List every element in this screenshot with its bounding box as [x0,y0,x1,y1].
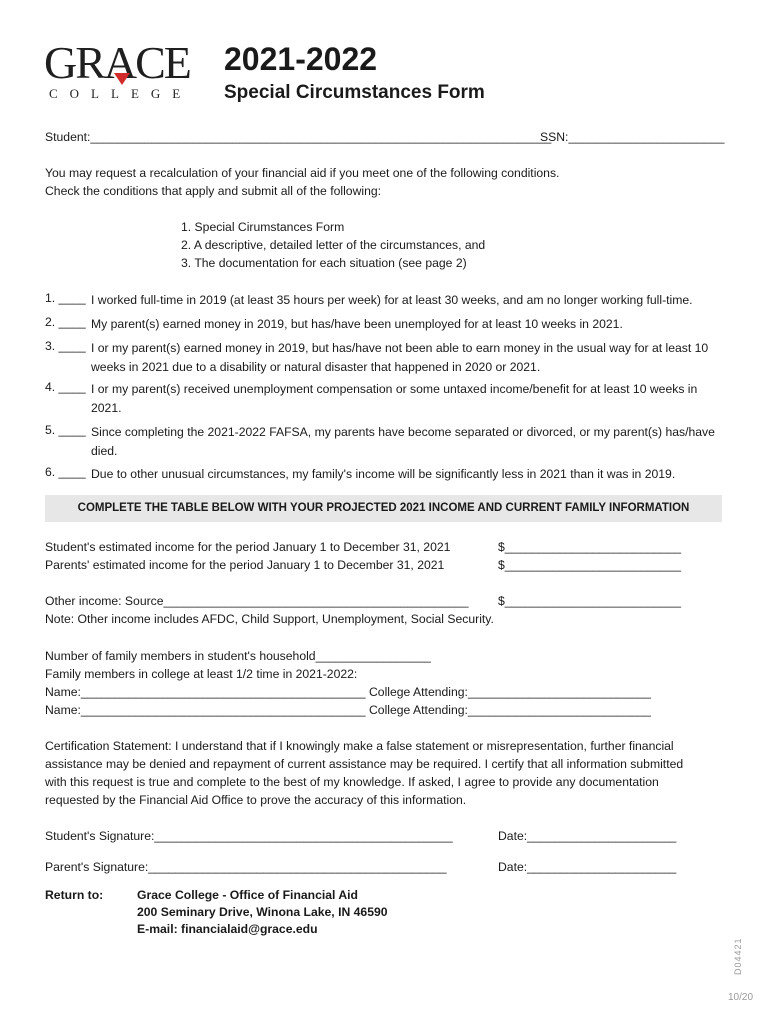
submit-item-2: 2. A descriptive, detailed letter of the circumstances, and [181,238,486,252]
form-code: D04421 [733,937,743,975]
return-email[interactable]: E-mail: financialaid@grace.edu [137,922,318,936]
condition-4-checkbox[interactable]: 4. ____ [45,380,86,394]
condition-4-text: I or my parent(s) received unemployment compensation or some untaxed income/benefit for at least 10 weeks in 2021. [91,382,698,415]
parent-signature-field[interactable]: Parent's Signature:____________________________________________ [45,860,447,874]
student-field[interactable]: Student:____________________________________________________________________ [45,130,552,144]
student-signature-field[interactable]: Student's Signature:____________________________________________ [45,829,453,843]
intro-line-2: Check the conditions that apply and submit all of the following: [45,184,382,198]
other-income-note: Note: Other income includes AFDC, Child Support, Unemployment, Social Security. [45,612,494,626]
condition-5-checkbox[interactable]: 5. ____ [45,423,86,437]
condition-1-checkbox[interactable]: 1. ____ [45,291,86,305]
certification-line-4: requested by the Financial Aid Office to prove the accuracy of this information. [45,793,467,807]
condition-3-checkbox[interactable]: 3. ____ [45,339,86,353]
student-income-field[interactable]: $__________________________ [498,540,682,554]
college-attending-field-1[interactable]: College Attending:___________________________ [369,685,651,699]
other-income-amount-field[interactable]: $__________________________ [498,594,682,608]
condition-1-text: I worked full-time in 2019 (at least 35 hours per week) for at least 30 weeks, and am no longer working full-time. [91,293,693,307]
household-members-field[interactable]: Number of family members in student's household_________________ [45,649,431,663]
certification-line-2: assistance may be denied and repayment of current assistance may be required. I certify that all information submitted [45,757,684,771]
submit-item-1: 1. Special Cirumstances Form [181,220,345,234]
parent-date-field[interactable]: Date:______________________ [498,860,677,874]
family-name-field-2[interactable]: Name:__________________________________________ [45,703,366,717]
return-to-label: Return to: [45,888,104,902]
parents-income-field[interactable]: $__________________________ [498,558,682,572]
family-in-college-heading: Family members in college at least 1/2 time in 2021-2022: [45,667,358,681]
revision-date: 10/20 [728,992,754,1003]
ssn-field[interactable]: SSN:_______________________ [540,130,725,144]
intro-line-1: You may request a recalculation of your financial aid if you meet one of the following conditions. [45,166,560,180]
condition-3-text: I or my parent(s) earned money in 2019, but has/have not been able to earn money in the usual way for at least 10 weeks in 2021 due to a disability or natural disaster that happened in 2020 or 2021. [91,341,709,374]
college-attending-field-2[interactable]: College Attending:___________________________ [369,703,651,717]
form-year: 2021-2022 [224,41,378,77]
condition-2-checkbox[interactable]: 2. ____ [45,315,86,329]
condition-6-text: Due to other unusual circumstances, my family's income will be significantly less in 2021 than it was in 2019. [91,467,676,481]
condition-6-checkbox[interactable]: 6. ____ [45,465,86,479]
form-title: Special Circumstances Form [224,82,485,103]
logo-triangle-icon [114,73,130,85]
logo-wordmark: GRACE [44,37,190,88]
condition-2-text: My parent(s) earned money in 2019, but has/have been unemployed for at least 10 weeks in 2021. [91,317,623,331]
condition-5-text: Since completing the 2021-2022 FAFSA, my parents have become separated or divorced, or my parent(s) has/have died. [91,425,715,458]
certification-line-1: Certification Statement: I understand that if I knowingly make a false statement or misrepresentation, further financial [45,739,674,753]
return-address-line-1: Grace College - Office of Financial Aid [137,888,358,902]
certification-line-3: with this request is true and complete to the best of my knowledge. If asked, I agree to provide any documentation [45,775,659,789]
student-date-field[interactable]: Date:______________________ [498,829,677,843]
submit-item-3: 3. The documentation for each situation (see page 2) [181,256,467,270]
table-instruction-banner: COMPLETE THE TABLE BELOW WITH YOUR PROJECTED 2021 INCOME AND CURRENT FAMILY INFORMATION [45,495,722,522]
family-name-field-1[interactable]: Name:__________________________________________ [45,685,366,699]
return-address-line-2: 200 Seminary Drive, Winona Lake, IN 46590 [137,905,388,919]
logo-subtext: COLLEGE [49,86,193,101]
other-income-source-field[interactable]: Other income: Source_____________________________________________ [45,594,469,608]
parents-income-label: Parents' estimated income for the period January 1 to December 31, 2021 [45,558,445,572]
student-income-label: Student's estimated income for the period January 1 to December 31, 2021 [45,540,451,554]
